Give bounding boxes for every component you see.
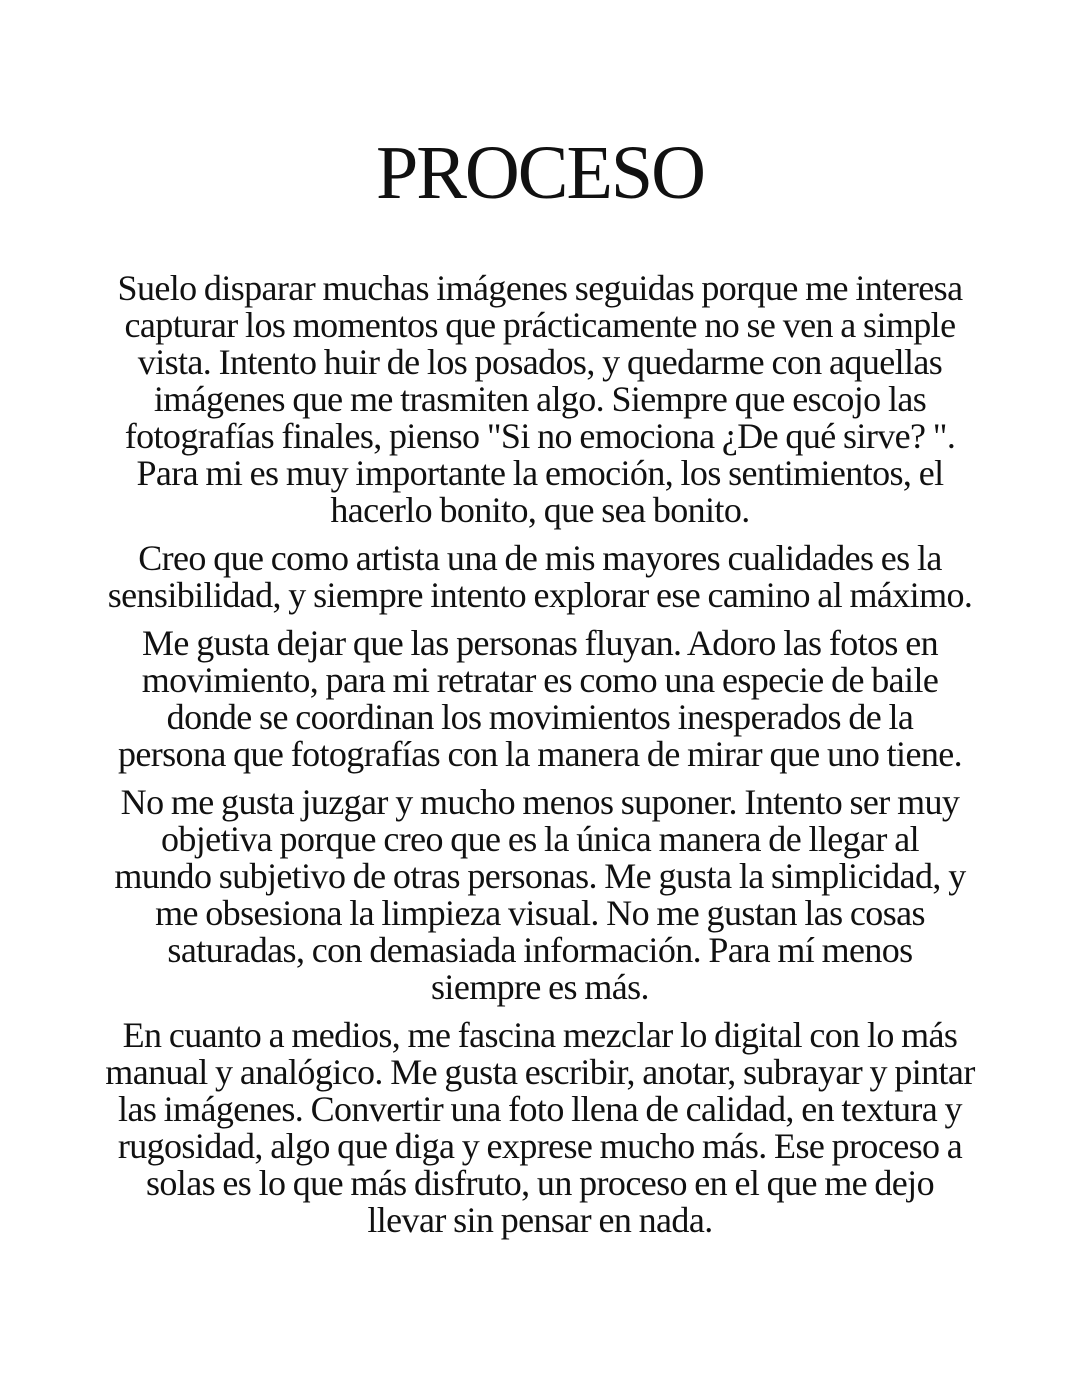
- paragraph-5: [60, 1017, 1020, 1239]
- text-line: donde se coordinan los movimientos inesperados de la: [166, 697, 914, 737]
- paragraph-2: [60, 540, 1020, 614]
- text-line: persona que fotografías con la manera de mirar que uno tiene.: [117, 734, 963, 774]
- text-line: rugosidad, algo que diga y exprese mucho más. Ese proceso a: [117, 1126, 963, 1166]
- text-line: En cuanto a medios, me fascina mezclar lo digital con lo más: [122, 1015, 958, 1055]
- text-line: solas es lo que más disfruto, un proceso en el que me dejo: [145, 1163, 934, 1203]
- text-line: No me gusta juzgar y mucho menos suponer. Intento ser muy: [120, 782, 960, 822]
- text-line: Para mi es muy importante la emoción, los sentimientos, el: [136, 453, 944, 493]
- text-line: objetiva porque creo que es la única manera de llegar al: [160, 819, 920, 859]
- paragraph-4: [60, 784, 1020, 1006]
- text-line: mundo subjetivo de otras personas. Me gusta la simplicidad, y: [114, 856, 966, 896]
- text-line: hacerlo bonito, que sea bonito.: [330, 490, 750, 530]
- text-line: Me gusta dejar que las personas fluyan. Adoro las fotos en: [142, 623, 938, 663]
- text-line: Suelo disparar muchas imágenes seguidas porque me interesa: [117, 268, 963, 308]
- text-line: fotografías finales, pienso "Si no emociona ¿De qué sirve? ".: [124, 416, 956, 456]
- body-text: [60, 270, 1020, 1250]
- text-line: llevar sin pensar en nada.: [367, 1200, 713, 1240]
- text-line: las imágenes. Convertir una foto llena de calidad, en textura y: [118, 1089, 962, 1129]
- page-title: PROCESO: [375, 131, 705, 215]
- text-line: saturadas, con demasiada información. Para mí menos: [167, 930, 913, 970]
- text-line: Creo que como artista una de mis mayores cualidades es la: [138, 538, 942, 578]
- text-line: imágenes que me trasmiten algo. Siempre que escojo las: [153, 379, 927, 419]
- text-line: vista. Intento huir de los posados, y quedarme con aquellas: [137, 342, 943, 382]
- text-line: capturar los momentos que prácticamente no se ven a simple: [124, 305, 956, 345]
- paragraph-1: [60, 270, 1020, 529]
- text-line: me obsesiona la limpieza visual. No me gustan las cosas: [155, 893, 925, 933]
- paragraph-3: [60, 625, 1020, 773]
- text-line: manual y analógico. Me gusta escribir, anotar, subrayar y pintar: [105, 1052, 975, 1092]
- text-line: movimiento, para mi retratar es como una especie de baile: [141, 660, 939, 700]
- text-line: sensibilidad, y siempre intento explorar ese camino al máximo.: [107, 575, 973, 615]
- text-line: siempre es más.: [431, 967, 649, 1007]
